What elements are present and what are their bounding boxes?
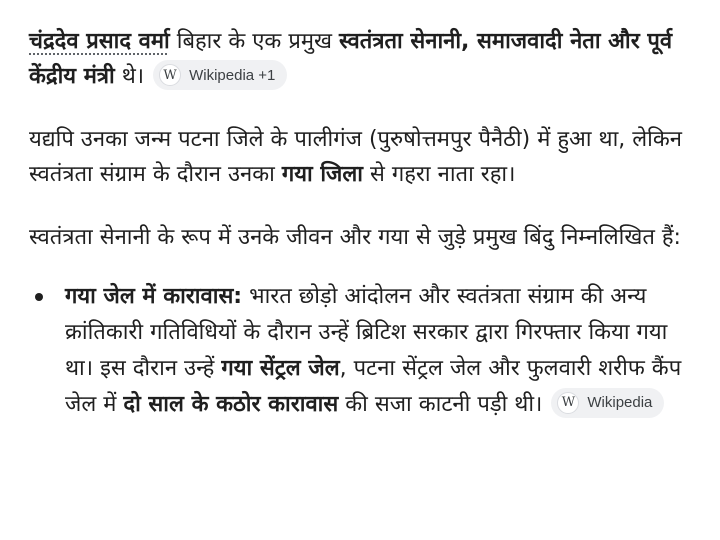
birthplace-text-1: यद्यपि उनका जन्म पटना जिले के पालीगंज (पुरुषोत्तमपुर पैनैठी) में हुआ था, लेकिन स्वतंत्रता संग्राम के दौरान उनका: [29, 127, 682, 187]
source-chip-label: Wikipedia +1: [189, 66, 276, 84]
answer-content: [29, 24, 701, 423]
list-item-bold-2: दो साल के कठोर कारावास: [123, 392, 339, 417]
wikipedia-icon: W: [159, 64, 181, 86]
intro-bold-1: स्वतंत्रता सेनानी, समाजवादी नेता और पूर्व केंद्रीय मंत्री: [29, 29, 673, 89]
entity-link-chandradev-prasad-verma[interactable]: चंद्रदेव प्रसाद वर्मा: [29, 29, 170, 54]
source-chip-label: Wikipedia: [587, 394, 653, 411]
list-item-title: गया जेल में कारावास:: [65, 284, 243, 309]
intro-text-1: बिहार के एक प्रमुख: [169, 29, 339, 54]
source-chip-wikipedia[interactable]: [551, 388, 664, 418]
source-chip-wikipedia-plus-one[interactable]: [153, 60, 287, 90]
intro-paragraph: [29, 24, 701, 94]
points-intro-paragraph: स्वतंत्रता सेनानी के रूप में उनके जीवन और गया से जुड़े प्रमुख बिंदु निम्नलिखित हैं:: [29, 225, 681, 250]
birthplace-paragraph: [29, 122, 701, 192]
list-item-text-2: , पटना सेंट्रल जेल और फुलवारी शरीफ कैंप जेल में: [65, 356, 682, 417]
points-list: [29, 279, 701, 423]
birthplace-text-2: से गहरा नाता रहा।: [363, 162, 516, 187]
list-item-text-3: की सजा काटनी पड़ी थी।: [338, 392, 543, 417]
intro-text-2: थे।: [114, 64, 145, 89]
list-item-text-1: भारत छोड़ो आंदोलन और स्वतंत्रता संग्राम की अन्य क्रांतिकारी गतिविधियों के दौरान उन्हें ब्रिटिश सरकार द्वारा गिरफ्तार किया गया था। इस दौरान उन्हें: [65, 284, 668, 381]
bullet-dot: [35, 293, 43, 301]
list-item: [29, 279, 701, 423]
wikipedia-icon: W: [557, 392, 579, 414]
birthplace-bold-1: गया जिला: [281, 162, 363, 187]
list-item-bold-1: गया सेंट्रल जेल: [221, 356, 340, 381]
